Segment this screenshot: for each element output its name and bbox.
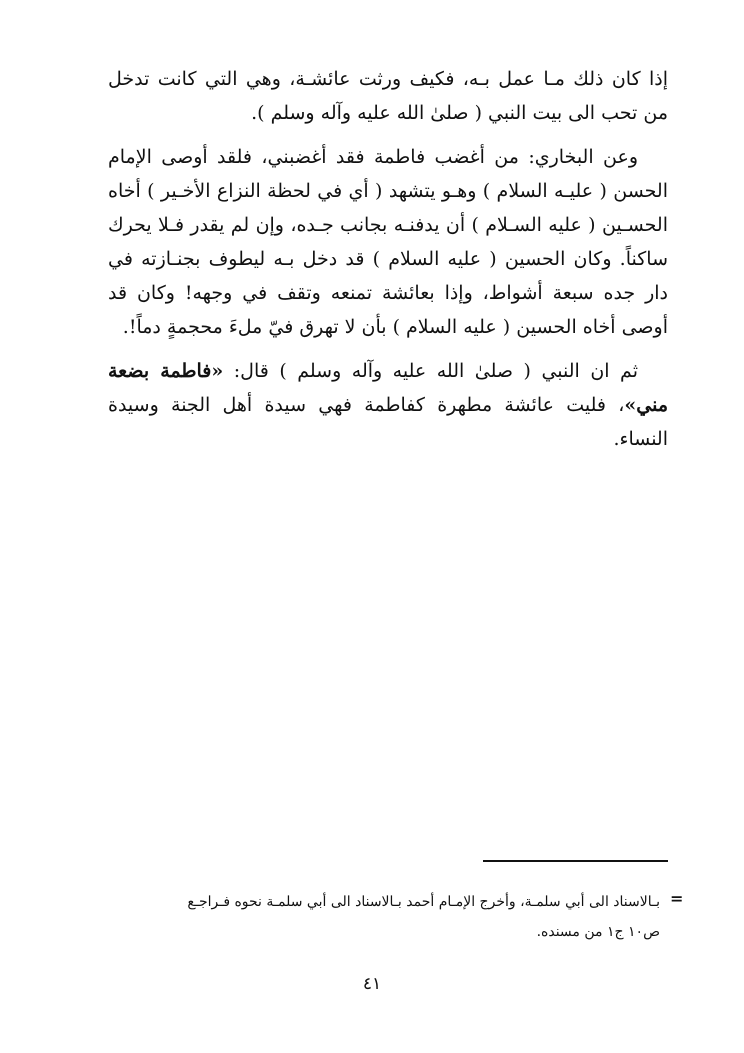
footnote xyxy=(108,887,660,947)
footnote-line-1: بـالاسناد الى أبي سلمـة، وأخرج الإمـام أحمد بـالاسناد الى أبي سلمـة نحوه فـراجـع xyxy=(187,894,660,910)
footnote-divider xyxy=(483,860,668,862)
footnote-continuation-marker: = xyxy=(670,889,684,908)
footnote-line-2: ص١٠ ج١ من مسنده. xyxy=(536,924,660,940)
paragraph-3 xyxy=(108,354,668,456)
page-number: ٤١ xyxy=(362,974,382,994)
paragraph-3-ending: ، فليت عائشة مطهرة كفاطمة فهي سيدة أهل الجنة وسيدة النساء. xyxy=(108,394,668,450)
paragraph-1: إذا كان ذلك مـا عمل بـه، فكيف ورثت عائشـة، وهي التي كانت تدخل من تحب الى بيت النبي ( صلىٰ الله عليه وآله وسلم ). xyxy=(108,68,668,124)
main-text-body xyxy=(108,62,668,466)
hadith-quote: «فاطمة بضعة مني» xyxy=(108,360,668,416)
paragraph-3-intro: ثم ان النبي ( صلىٰ الله عليه وآله وسلم ) قال: xyxy=(223,360,638,382)
paragraph-2: وعن البخاري: من أغضب فاطمة فقد أغضبني، فلقد أوصى الإمام الحسن ( عليـه السلام ) وهـو يتشهد ( أي في لحظة النزاع الأخـير ) أخاه الحسـين ( عليه السـلام ) أن يدفنـه بجانب جـده، وإن لم يقدر فـلا يحرك ساكناً. وكان الحسين ( عليه السلام ) قد دخل بـه ليطوف بجنـازته في دار جده سبعة أشواط، وإذا بعائشة تمنعه وتقف في وجهه! وكان قد أوصى أخاه الحسين ( عليه السلام ) بأن لا تهرق فيّ ملءَ محجمةٍ دماً!. xyxy=(108,146,668,338)
